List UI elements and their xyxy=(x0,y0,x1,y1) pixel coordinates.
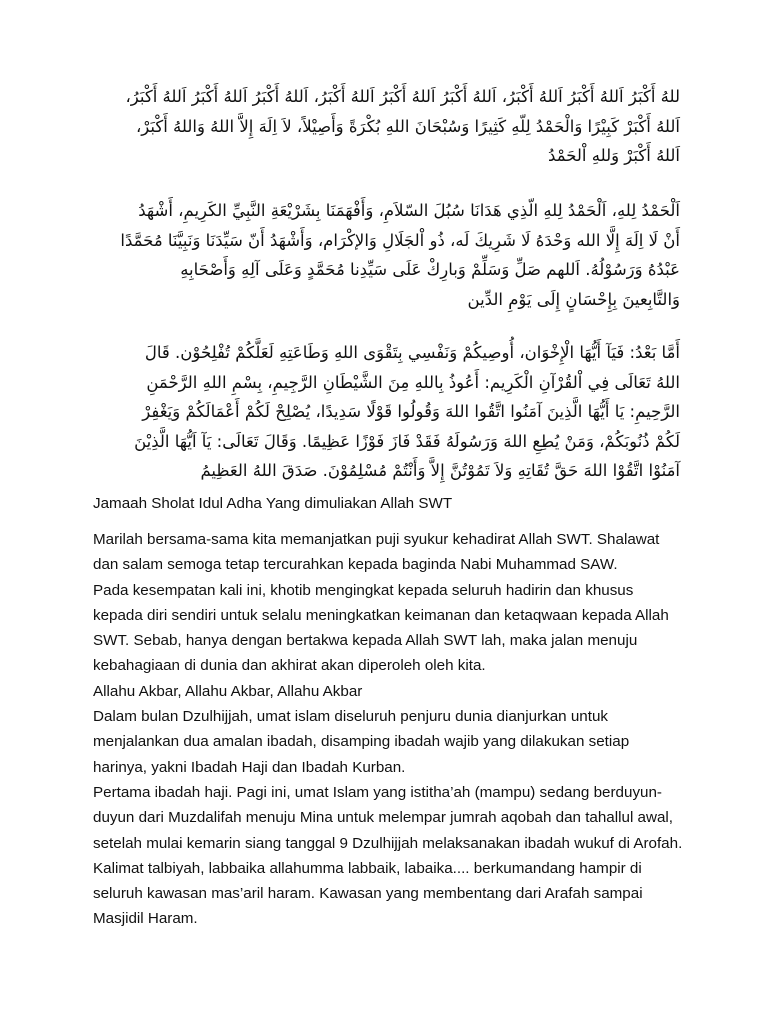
arabic-line: عَبْدُهُ وَرَسُوْلُهُ. اَللهم صَلِّ وَسَلِّمْ وَبارِكْ عَلَى سَيِّدِنا مُحَمَّدٍ وَعَلَى آلِهِ وَأَصْحَابِهِ xyxy=(180,260,680,279)
arabic-line: اللهُ تَعَالَى فِي اْلقُرْآنِ الْكَرِيم: أَعُوذُ بِاللهِ مِنَ الشَّيْطَانِ الرَّجِيمِ، بِسْمِ اللهِ الرَّحْمَنِ xyxy=(146,372,680,392)
section-heading: Jamaah Sholat Idul Adha Yang dimuliakan Allah SWT xyxy=(93,495,453,512)
paragraph-reminder: Pada kesempatan kali ini, khotib mengingkat kepada seluruh hadirin dan khusus kepada diri sendiri untuk selalu meningkatkan keimanan dan ketaqwaan kepada Allah SWT. Sebab, hanya dengan bertakwa kepada Allah SWT lah, maka jalan menuju kebahagiaan di dunia dan akhirat akan diperoleh oleh kita. xyxy=(93,581,669,675)
arabic-line: لَكُمْ ذُنُوبَكُمْ، وَمَنْ يُطِعِ اللهَ وَرَسُولَهُ فَقَدْ فَازَ فَوْزًا عَظِيمًا. وَقَالَ تَعَالَى: يَآ اَيُّهَا الَّذِيْنَ xyxy=(134,431,680,451)
paragraph-opening: Marilah bersama-sama kita memanjatkan puji syukur kehadirat Allah SWT. Shalawat dan salam semoga tetap tercurahkan kepada baginda Nabi Muhammad SAW. xyxy=(93,531,660,574)
paragraph-takbir: Allahu Akbar, Allahu Akbar, Allahu Akbar xyxy=(93,682,363,700)
arabic-hamdalah-paragraph xyxy=(88,196,680,314)
paragraph-hajj: Pertama ibadah haji. Pagi ini, umat Islam yang istitha’ah (mampu) sedang berduyun-duyun dari Muzdalifah menuju Mina untuk melempar jumrah aqobah dan tahallul awal, setelah mulai kemarin siang tanggal 9 Dzulhijjah melaksanakan ibadah wukuf di Arofah. Kalimat talbiyah, labbaika allahumma labbaik, labaika.... berkumandang hampir di seluruh kawasan mas’aril haram. Kawasan yang membentang dari Arafah sampai Masjidil Haram. xyxy=(93,783,683,928)
arabic-line: الرَّحِيمِ: يَا أَيُّهَا الَّذِينَ آمَنُوا اتَّقُوا اللهَ وَقُولُوا قَوْلًا سَدِيدًا، يُصْلِحْ لَكُمْ أَعْمَالَكُمْ وَيَغْفِرْ xyxy=(142,402,680,421)
arabic-wasiat-paragraph xyxy=(88,338,680,486)
arabic-line: اَللهُ أَكْبَرْ وَللهِ اْلحَمْدُ xyxy=(548,146,680,165)
arabic-line: أَنْ لَا اِلَهَ إِلَّا الله وَحْدَهُ لَا شَرِيكَ لَه، ذُو اْلجَلَالِ وَالإكْرَام، وَأَشْهَدُ أَنّ سَيِّدَنَا وَنَبِيَّنَا مُحَمَّدًا xyxy=(120,230,680,250)
arabic-line: أَمَّا بَعْدُ: فَيَآ أَيُّهَا الْإِخْوَان، أُوصِيكُمْ وَنَفْسِي بِتَقْوَى اللهِ وَطَاعَتِهِ لَعَلَّكُمْ تُفْلِحُوْن. قَالَ xyxy=(144,343,680,362)
arabic-line: اَلْحَمْدُ لِلهِ، اَلْحَمْدُ لِلهِ الّذِي هَدَانَا سُبُلَ السّلاَمِ، وَأَفْهَمَنَا بِشَرْيْعَةِ النَّبِيِّ الكَرِيمِ، أَشْهَدُ xyxy=(138,201,680,220)
paragraph-dzulhijjah: Dalam bulan Dzulhijjah, umat islam diseluruh penjuru dunia dianjurkan untuk menjalankan dua amalan ibadah, disamping ibadah wajib yang dilakukan setiap harinya, yakni Ibadah Haji dan Ibadah Kurban. xyxy=(93,708,630,776)
arabic-line: للهُ أَكْبَرُ اَللهُ أَكْبَرُ اَللهُ أَكْبَرُ، اَللهُ أَكْبَرُ اَللهُ أَكْبَرُ اَللهُ أَكْبَرُ، اَللهُ أَكْبَرُ اَللهُ أَكْبَرُ اَللهُ أَكْبَرُ، xyxy=(125,87,680,106)
body-text xyxy=(93,527,685,932)
arabic-line: آمَنُوْا اتَّقُوْا اللهَ حَقَّ تُقَاتِهِ وَلاَ تَمُوْتُنَّ إِلاَّ وَأَنْتُمْ مُسْلِمُوْنَ. صَدَقَ اللهُ العَظِيمُ xyxy=(200,461,680,480)
arabic-line: وَالتَّابِعينَ بِإِحْسَانٍ إِلَى يَوْمِ الدِّين xyxy=(467,289,680,309)
arabic-takbir-paragraph xyxy=(88,82,680,171)
arabic-line: اَللهُ أَكْبَرْ كَبِيْرًا وَالْحَمْدُ لِلّهِ كَثِيرًا وَسُبْحَانَ اللهِ بُكْرَةً وَأَصِيْلاً، لاَ اِلَهَ إِلاَّ اللهُ وَاللهُ أَكْبَرْ، xyxy=(135,116,680,136)
